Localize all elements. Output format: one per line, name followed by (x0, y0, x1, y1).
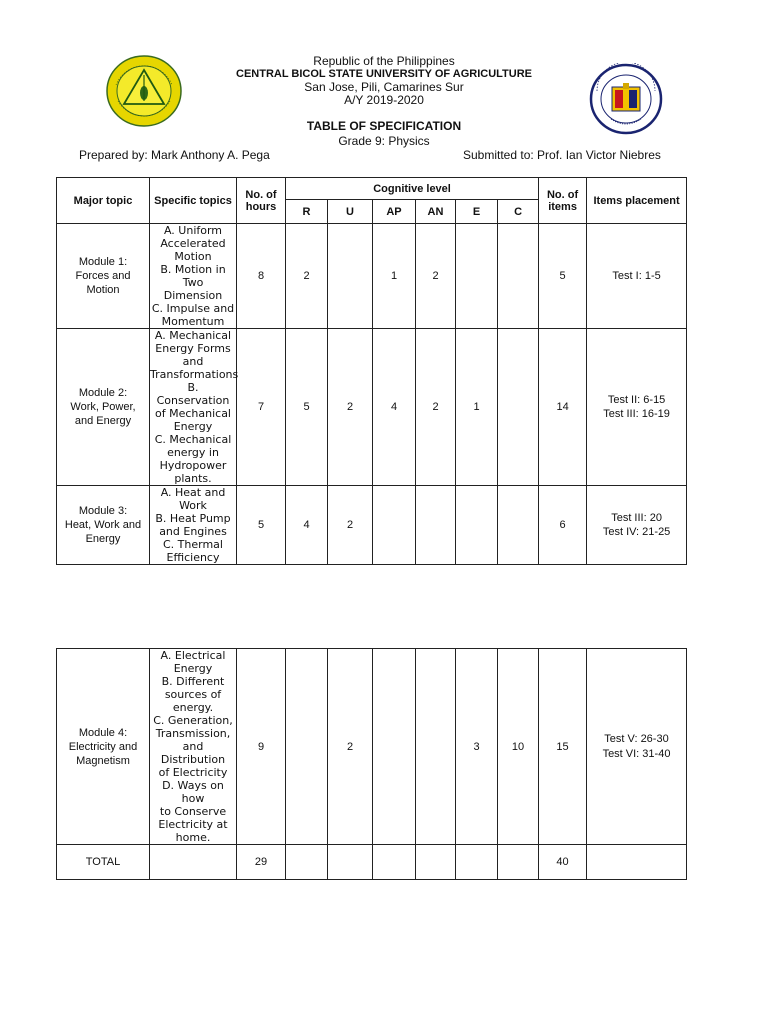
text-line: Module 2: (78, 387, 128, 399)
text-line: Electricity and (68, 740, 138, 753)
document-title: TABLE OF SPECIFICATION (306, 119, 462, 133)
major-topic-cell (57, 486, 150, 565)
total-placement (587, 845, 687, 880)
header-level-ap: AP (373, 200, 416, 224)
placement-cell (587, 329, 687, 486)
text-line: Energy (173, 662, 213, 675)
specification-table (56, 177, 687, 565)
header-items: No. of items (539, 178, 587, 224)
level-ap-cell: 4 (373, 329, 416, 486)
total-level-an (416, 845, 456, 880)
text-line: C. Mechanical (154, 433, 232, 446)
total-row (57, 845, 687, 880)
level-an-cell (416, 649, 456, 845)
text-line: Motion (86, 284, 120, 296)
table-row (57, 329, 687, 486)
text-line: Electricity at (158, 818, 228, 831)
text-line: Module 3: (78, 505, 128, 517)
text-line: sources of (164, 688, 222, 701)
text-line: Accelerated (160, 237, 226, 250)
text-line: Energy (85, 533, 121, 545)
header-cognitive-level: Cognitive level (286, 178, 539, 200)
header-level-an: AN (416, 200, 456, 224)
table-row (57, 486, 687, 565)
level-e-cell (456, 224, 498, 329)
level-ap-cell: 1 (373, 224, 416, 329)
university-address: San Jose, Pili, Camarines Sur (304, 80, 464, 94)
header-placement: Items placement (587, 178, 687, 224)
text-line: C. Thermal (163, 538, 223, 551)
text-line: Efficiency (166, 551, 220, 564)
text-line: and Engines (159, 525, 227, 538)
text-line: Energy (173, 420, 213, 433)
submitted-to: Submitted to: Prof. Ian Victor Niebres (463, 148, 661, 162)
level-r-cell: 4 (286, 486, 328, 565)
items-cell: 14 (539, 329, 587, 486)
major-topic-cell (57, 329, 150, 486)
level-an-cell: 2 (416, 224, 456, 329)
header-level-u: U (328, 200, 373, 224)
level-u-cell: 2 (328, 329, 373, 486)
header-level-r: R (286, 200, 328, 224)
text-line: Test II: 6-15 (607, 393, 666, 406)
document-subtitle: Grade 9: Physics (338, 134, 430, 148)
text-line: plants. (174, 472, 212, 485)
text-line: A. Mechanical (154, 329, 232, 342)
level-ap-cell (373, 486, 416, 565)
level-e-cell (456, 486, 498, 565)
header-level-c: C (498, 200, 539, 224)
level-u-cell: 2 (328, 649, 373, 845)
level-r-cell (286, 649, 328, 845)
text-line: A. Electrical (160, 649, 226, 662)
level-e-cell: 1 (456, 329, 498, 486)
text-line: Test VI: 31-40 (602, 747, 671, 760)
hours-cell: 7 (237, 329, 286, 486)
specific-topics-cell (150, 224, 237, 329)
level-an-cell: 2 (416, 329, 456, 486)
major-topic-cell (57, 224, 150, 329)
header-hours: No. of hours (237, 178, 286, 224)
items-cell: 6 (539, 486, 587, 565)
header-level-e: E (456, 200, 498, 224)
level-c-cell: 10 (498, 649, 539, 845)
total-hours: 29 (237, 845, 286, 880)
text-line: B. Conservation (156, 381, 230, 407)
total-topics (150, 845, 237, 880)
republic-line: Republic of the Philippines (313, 54, 455, 68)
text-line: Transformations (150, 368, 239, 381)
placement-cell (587, 224, 687, 329)
level-r-cell: 2 (286, 224, 328, 329)
text-line: Dimension (163, 289, 223, 302)
table-row (57, 224, 687, 329)
text-line: B. Different (161, 675, 225, 688)
text-line: C. Generation, (153, 714, 233, 727)
college-seal-icon (589, 63, 663, 140)
total-level-u (328, 845, 373, 880)
text-line: Module 4: (78, 726, 128, 739)
level-an-cell (416, 486, 456, 565)
text-line: Work, Power, (70, 401, 136, 413)
text-line: of Electricity (158, 766, 228, 779)
placement-cell (587, 486, 687, 565)
cbsua-seal-icon (106, 55, 182, 132)
text-line: home. (175, 831, 211, 844)
text-line: A. Uniform (163, 224, 223, 237)
level-u-cell (328, 224, 373, 329)
specific-topics-cell (150, 486, 237, 565)
level-u-cell: 2 (328, 486, 373, 565)
text-line: Heat, Work and (64, 519, 142, 531)
text-line: Forces and (75, 270, 131, 282)
items-cell: 15 (539, 649, 587, 845)
level-c-cell (498, 486, 539, 565)
text-line: energy. (172, 701, 214, 714)
text-line: and Distribution (160, 740, 226, 766)
header-specific-topics: Specific topics (150, 178, 237, 224)
total-level-ap (373, 845, 416, 880)
text-line: Motion (174, 250, 212, 263)
specific-topics-cell (150, 329, 237, 486)
text-line: B. Motion in Two (160, 263, 226, 289)
total-level-e (456, 845, 498, 880)
hours-cell: 8 (237, 224, 286, 329)
level-ap-cell (373, 649, 416, 845)
text-line: Test V: 26-30 (604, 733, 669, 745)
total-level-r (286, 845, 328, 880)
text-line: Momentum (161, 315, 225, 328)
text-line: Energy Forms (155, 342, 231, 355)
text-line: Test IV: 21-25 (602, 526, 671, 538)
text-line: C. Impulse and (151, 302, 235, 315)
hours-cell: 9 (237, 649, 286, 845)
table-row (57, 649, 687, 845)
text-line: Transmission, (155, 727, 231, 740)
text-line: energy in (167, 446, 219, 459)
text-line: and (182, 355, 204, 368)
university-name: CENTRAL BICOL STATE UNIVERSITY OF AGRICULTURE (236, 68, 532, 80)
hours-cell: 5 (237, 486, 286, 565)
text-line: Test III: 16-19 (603, 408, 670, 420)
text-line: of Mechanical (155, 407, 231, 420)
placement-cell (587, 649, 687, 845)
text-line: Magnetism (76, 754, 130, 767)
prepared-by: Prepared by: Mark Anthony A. Pega (79, 148, 270, 162)
text-line: B. Heat Pump (155, 512, 231, 525)
text-line: Test I: 1-5 (612, 269, 661, 282)
specific-topics-cell (150, 649, 237, 845)
specification-table-continued (56, 648, 687, 880)
text-line: to Conserve (159, 805, 227, 818)
level-e-cell: 3 (456, 649, 498, 845)
items-cell: 5 (539, 224, 587, 329)
academic-year: A/Y 2019-2020 (344, 93, 424, 107)
level-r-cell: 5 (286, 329, 328, 486)
total-label: TOTAL (57, 845, 150, 880)
text-line: Test III: 20 (611, 511, 662, 524)
level-c-cell (498, 224, 539, 329)
text-line: D. Ways on how (162, 779, 224, 805)
text-line: Hydropower (159, 459, 227, 472)
major-topic-cell (57, 649, 150, 845)
level-c-cell (498, 329, 539, 486)
total-items: 40 (539, 845, 587, 880)
text-line: A. Heat and Work (160, 486, 226, 512)
header-major-topic: Major topic (57, 178, 150, 224)
total-level-c (498, 845, 539, 880)
text-line: Module 1: (78, 256, 128, 268)
text-line: and Energy (74, 415, 132, 427)
